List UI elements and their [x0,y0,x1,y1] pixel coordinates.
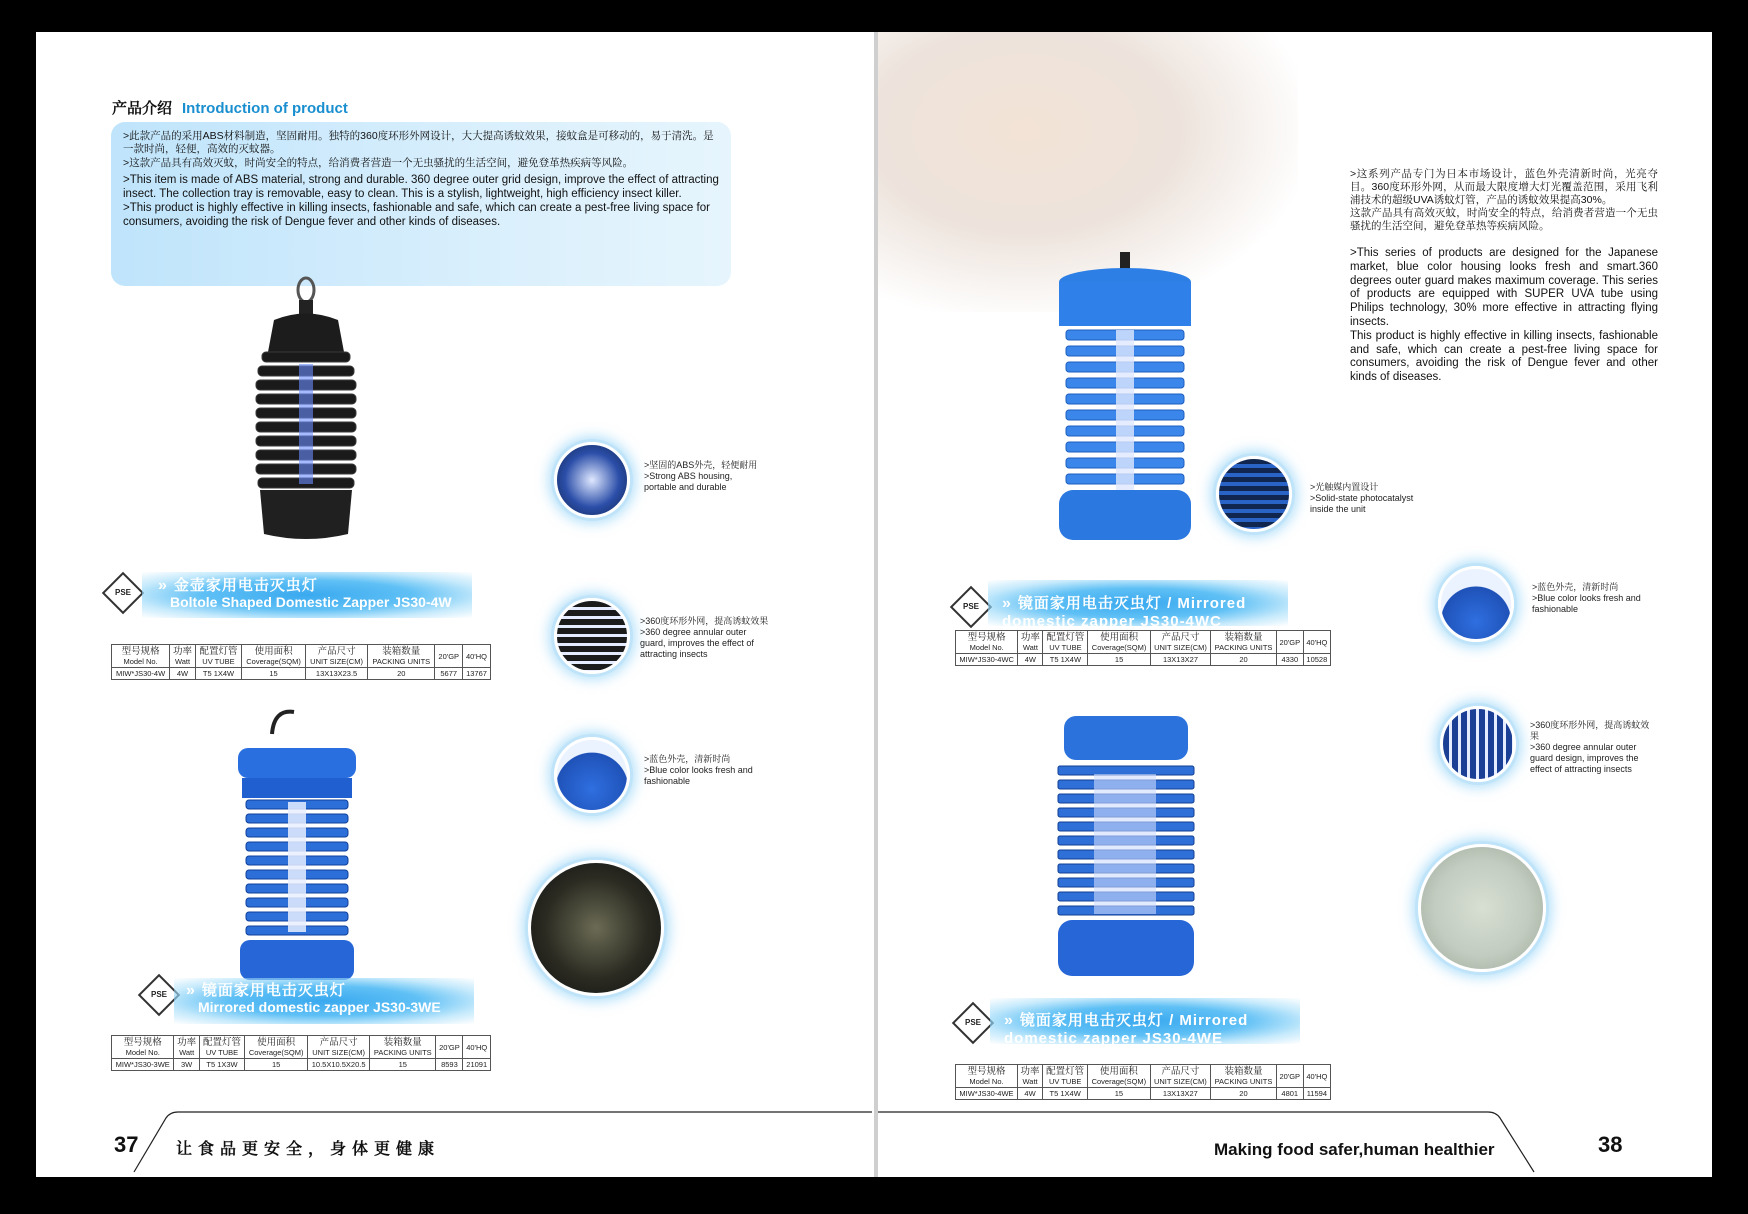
feature-text-1: >坚固的ABS外壳，轻便耐用 >Strong ABS housing, portable and durable [644,460,758,492]
feature-image-outer-guard [1440,706,1516,782]
product-name-band-js30-4we: » 镜面家用电击灭虫灯 / Mirrored domestic zapper JS30-4WE [990,998,1300,1044]
feature-text-2: >蓝色外壳，清新时尚 >Blue color looks fresh and fashionable [1532,582,1641,614]
spec-table-js30-4we [955,1064,1331,1100]
intro-cn-2: >这款产品具有高效灭蚊，时尚安全的特点，给消费者营造一个无虫骚扰的生活空间，避免登革热疾病等风险。 [123,157,634,169]
spec-table-js30-3we [111,1035,491,1071]
product-image-js30-3we [232,704,362,1004]
description-en: >This series of products are designed for the Japanese market, blue color housing looks fresh and smart.360 degrees outer guard makes maximum coverage. This series of products are equipped with SUPER UVA tube using Philips technology, 30% more effective in attracting flying insects. This product is highly effective in killing insects, fashionable and safe, which can create a pest-free living space for consumers, avoiding the risk of Dengue fever and other kinds of diseases. [1350,247,1658,384]
feature-image-blue-housing [554,737,630,813]
product-name-band-js30-4w [142,572,472,618]
description-cn: >这系列产品专门为日本市场设计，蓝色外壳清新时尚，光亮夺目。360度环形外网，从而最大限度增大灯光覆盖范围，采用飞利浦技术的超级UVA诱蚊灯管，产品的诱蚊效果提高30%。 这款产品具有高效灭蚊，时尚安全的特点，给消费者营造一个无虫骚扰的生活空间，避免登革热等疾病风险。 [1350,168,1658,232]
feature-image-outer-guard [554,598,630,674]
table-header-row: 型号规格 Model No. 功率 Watt 配置灯管 UV TUBE 使用面积 Coverage(SQM) 产品尺寸 UNIT SIZE(CM) 装箱数量 PACKING UNITS 20'GP 40'HQ [956,631,1331,654]
section-title-en: Introduction of product [182,100,348,117]
product-name-band-js30-3we [174,978,474,1024]
product-name: 镜面家用电击灭虫灯 / Mirrored domestic zapper JS30-4WE [1004,1012,1249,1047]
feature-image-collection-tray [528,860,664,996]
product-name-en: Mirrored domestic zapper JS30-3WE [198,999,441,1015]
table-row: MIW*JS30-4W 4W T5 1X4W 15 13X13X23.5 20 5677 13767 [112,668,491,680]
footer-curve [36,1100,876,1180]
product-image-js30-4we [1056,714,1196,984]
left-page [36,32,876,1177]
intro-cn-1: >此款产品的采用ABS材料制造，坚固耐用。独特的360度环形外网设计，大大提高诱蚊效果，接蚊盒是可移动的，易于清洗。是一款时尚，轻便，高效的灭蚊器。 [123,130,714,155]
page-number: 38 [1598,1132,1623,1157]
page-number: 37 [114,1132,139,1157]
product-name-band-js30-4wc: » 镜面家用电击灭虫灯 / Mirrored domestic zapper JS30-4WC [988,580,1288,626]
table-header-row: 型号规格 Model No. 功率 Watt 配置灯管 UV TUBE 使用面积 Coverage(SQM) 产品尺寸 UNIT SIZE(CM) 装箱数量 PACKING UNITS 20'GP 40'HQ [956,1065,1331,1088]
pse-mark: PSE [950,586,992,628]
product-image-js30-4wc [1056,250,1194,570]
table-row: MIW*JS30-4WE 4W T5 1X4W 15 13X13X27 20 4801 11594 [956,1088,1331,1100]
pse-mark: PSE [102,572,144,614]
spec-table-js30-4w [111,644,491,680]
feature-text-3: >360度环形外网，提高诱蚊效果 >360 degree annular outer guard design, improves the effect of attracting insects [1530,720,1650,774]
feature-text-1: >光触媒内置设计 >Solid-state photocatalyst inside the unit [1310,482,1414,514]
feature-image-collection-tray [1418,844,1546,972]
product-name-cn: » 金壶家用电击灭虫灯 [158,577,318,594]
feature-image-photocatalyst [1216,456,1292,532]
table-header-row: 型号规格 Model No. 功率 Watt 配置灯管 UV TUBE 使用面积 Coverage(SQM) 产品尺寸 UNIT SIZE(CM) 装箱数量 PACKING UNITS 20'GP 40'HQ [112,645,491,668]
product-name-en: Boltole Shaped Domestic Zapper JS30-4W [170,594,452,610]
footer-slogan: 让食品更安全，身体更健康 [176,1141,441,1158]
feature-text-3: >蓝色外壳，清新时尚 >Blue color looks fresh and fashionable [644,754,753,786]
footer-slogan: Making food safer,human healthier [1214,1140,1495,1159]
feature-image-blue-housing [1438,566,1514,642]
product-name: 镜面家用电击灭虫灯 / Mirrored domestic zapper JS30-4WC [1002,595,1247,630]
spec-table-js30-4wc [955,630,1331,666]
table-header-row: 型号规格 Model No. 功率 Watt 配置灯管 UV TUBE 使用面积 Coverage(SQM) 产品尺寸 UNIT SIZE(CM) 装箱数量 PACKING UNITS 20'GP 40'HQ [112,1036,491,1059]
feature-image-abs-housing [554,442,630,518]
intro-en-1: >This item is made of ABS material, strong and durable. 360 degree outer grid design, improve the effect of attracting insect. The collection tray is removable, easy to clean. This is a stylish, lightweight, high efficiency insect killer. [123,174,719,200]
feature-text-2: >360度环形外网，提高诱蚊效果 >360 degree annular outer guard, improves the effect of attracting insects [640,616,769,659]
intro-box [111,122,731,286]
section-title [112,97,348,118]
pse-mark: PSE [952,1002,994,1044]
product-name-cn: » 镜面家用电击灭虫灯 [186,982,346,999]
right-page [878,32,1712,1177]
pse-mark: PSE [138,974,180,1016]
section-title-cn: 产品介绍 [112,100,173,117]
table-row: MIW*JS30-3WE 3W T5 1X3W 15 10.5X10.5X20.5 15 8593 21091 [112,1059,491,1071]
table-row: MIW*JS30-4WC 4W T5 1X4W 15 13X13X27 20 4330 10528 [956,654,1331,666]
intro-en-2: >This product is highly effective in killing insects, fashionable and safe, which can create a pest-free living space for consumers, avoiding the risk of Dengue fever and other kinds of diseases. [123,202,710,228]
product-image-js30-4w [244,272,374,547]
